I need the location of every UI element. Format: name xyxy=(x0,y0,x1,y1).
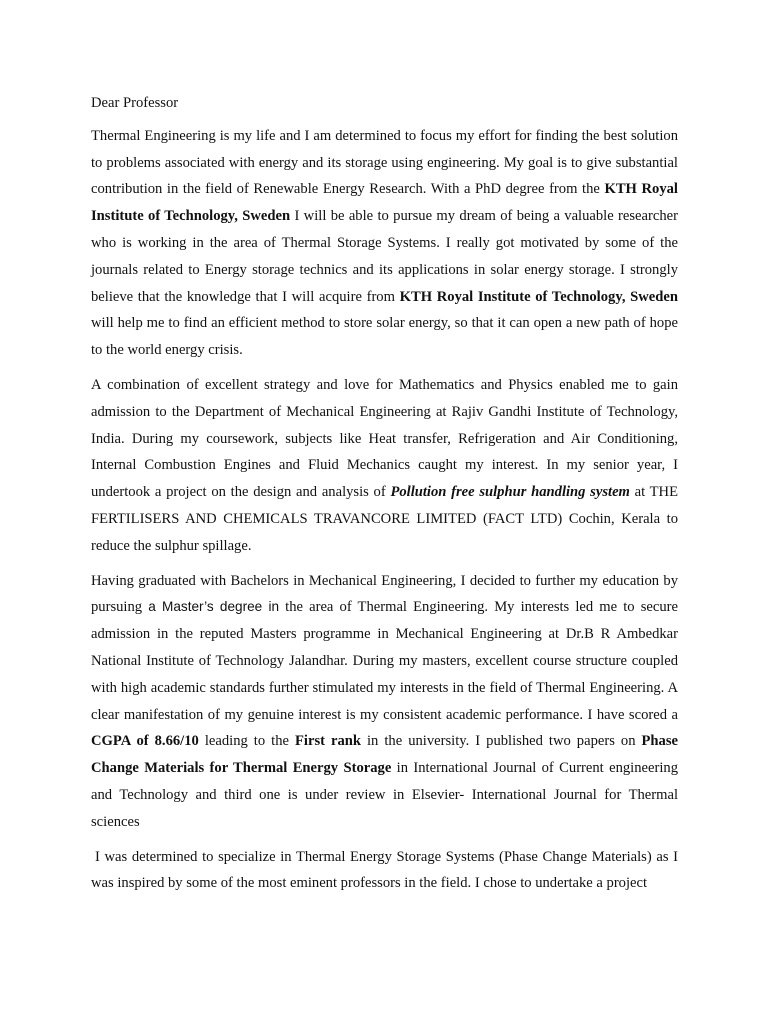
p1-text-d: will help me to find an efficient method to store solar energy, so that it can open a new path of hope to the world energy crisis. xyxy=(91,315,678,359)
p3-bold-paper-title: Phase Change Materials for Thermal Energy Storage xyxy=(91,733,678,777)
p2-project-title: Pollution free sulphur handling system xyxy=(390,484,630,501)
paragraph-1 xyxy=(91,123,678,364)
p3-text-d: in the university. I published two papers on xyxy=(361,733,642,750)
p2-text-b: at THE FERTILISERS AND CHEMICALS TRAVANCORE LIMITED (FACT LTD) Cochin, Kerala to reduce the sulphur spillage. xyxy=(91,484,678,554)
salutation: Dear Professor xyxy=(91,95,179,111)
paragraph-4 xyxy=(91,844,678,898)
p3-text-c: leading to the xyxy=(198,733,295,750)
p1-text-c: I will be able to pursue my dream of being a valuable researcher who is working in the area of Thermal Storage Systems. I really got motivated by some of the journals related to Energy storage technics and its applications in solar energy storage. I strongly believe that the knowledge that I will acquire from xyxy=(91,208,678,305)
p3-bold-cgpa: CGPA of 8.66/10 xyxy=(91,733,199,750)
paragraph-2 xyxy=(91,372,678,560)
p3-masters-phrase: a Master’s degree in xyxy=(148,599,280,615)
p4-text-a: I was determined to specialize in Thermal Energy Storage Systems (Phase Change Materials) as I was inspired by some of the most eminent professors in the field. I chose to undertake a project xyxy=(91,848,678,892)
paragraph-3 xyxy=(91,568,678,836)
p1-bold-kth-1: KTH Royal Institute of Technology, Sweden xyxy=(91,181,678,225)
letter-body xyxy=(91,90,678,906)
p3-text-b: the area of Thermal Engineering. My interests led me to secure admission in the reputed Masters programme in Mechanical Engineering at Dr.B R Ambedkar National Institute of Technology Jalandhar. During my masters, excellent course structure coupled with high academic standards further stimulated my interests in the field of Thermal Engineering. A clear manifestation of my genuine interest is my consistent academic performance. I have scored a xyxy=(91,599,678,723)
p3-text-a: Having graduated with Bachelors in Mechanical Engineering, I decided to further my education by pursuing xyxy=(91,572,678,616)
p3-bold-first-rank: First rank xyxy=(295,733,361,750)
p2-text-a: A combination of excellent strategy and love for Mathematics and Physics enabled me to gain admission to the Department of Mechanical Engineering at Rajiv Gandhi Institute of Technology, India. During my coursework, subjects like Heat transfer, Refrigeration and Air Conditioning, Internal Combustion Engines and Fluid Mechanics caught my interest. In my senior year, I undertook a project on the design and analysis of xyxy=(91,376,678,501)
p3-text-e: in International Journal of Current engineering and Technology and third one is under review in Elsevier- International Journal for Thermal sciences xyxy=(91,760,678,830)
p1-bold-kth-2: KTH Royal Institute of Technology, Sweden xyxy=(399,288,678,305)
p1-text-a: Thermal Engineering is my life and I am determined to focus my effort for finding the best solution to problems associated with energy and its storage using engineering. My goal is to give substantial contribution in the field of Renewable Energy Research. With a PhD degree from the xyxy=(91,127,678,198)
